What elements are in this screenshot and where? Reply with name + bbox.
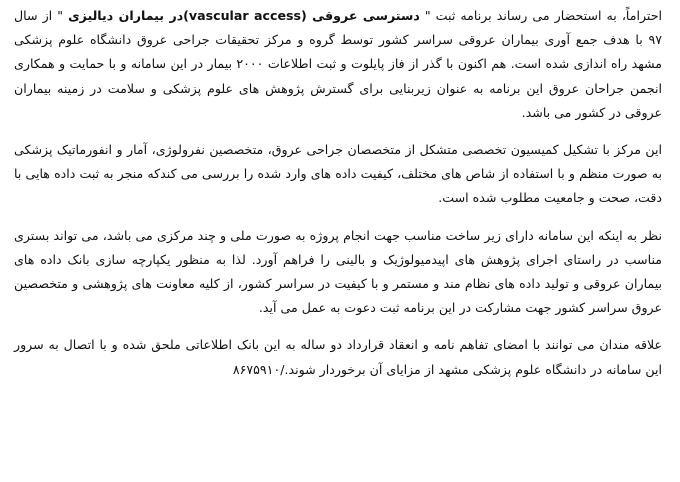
- membership-paragraph: علاقه مندان می توانند با امضای تفاهم نامه و انعقاد قرارداد دو ساله به این بانک اطلاعاتی ملحق شده و با اتصال به سرور این سامانه در دانشگاه علوم پزشکی مشهد از مزایای آن برخوردار شوند./۸۶۷۵۹۱۰: [14, 337, 662, 377]
- registry-title: [68, 8, 420, 23]
- intro-body-text: " از سال ۹۷ با هدف جمع آوری بیماران عروقی سراسر کشور توسط گروه و مرکز تحقیقات جراحی عروق دانشگاه علوم پزشکی مشهد راه اندازی شده است. هم اکنون با گذر از فاز پایلوت و ثبت اطلاعات ۲۰۰۰ بیمار در این سامانه و با حمایت و همکاری انجمن جراحان عروق این برنامه به عنوان زیربنایی برای گسترش پژوهش های علوم پزشکی و سلامت در زمینه بیماران عروقی در کشور می باشد.: [14, 8, 662, 120]
- registry-title-english: vascular access: [188, 8, 301, 23]
- registry-title-part-1: دسترسی عروقی (: [300, 8, 420, 23]
- registry-title-part-2: )در بیماران دیالیزی: [68, 8, 189, 23]
- intro-paragraph: [14, 4, 662, 125]
- intro-opening-text: احتراماً، به استحضار می رساند برنامه ثبت ": [419, 8, 663, 23]
- invitation-paragraph: نظر به اینکه این سامانه دارای زیر ساخت مناسب جهت انجام پروژه به صورت ملی و چند مرکزی می باشد، می تواند بستری مناسب در راستای اجرای پژوهش های اپیدمیولوژیک و بالینی را فراهم آورد. لذا به منظور یکپارچه سازی بانک داده های بیماران عروقی و تولید داده های نظام مند و مستمر و با کیفیت در سراسر کشور، از کلیه معاونت های پژوهشی و متخصصین عروق سراسر کشور جهت مشارکت در این برنامه ثبت دعوت به عمل می آید.: [14, 227, 662, 316]
- commission-paragraph: این مرکز با تشکیل کمیسیون تخصصی متشکل از متخصصان جراحی عروق، متخصصین نفرولوژی، آمار و انفورماتیک پزشکی به صورت منظم و با استفاده از شاص های مختلف، کیفیت داده های وارد شده را بررسی می کندکه منجر به ثبت داده هایی با دقت، صحت و جامعیت مطلوب شده است.: [14, 142, 662, 206]
